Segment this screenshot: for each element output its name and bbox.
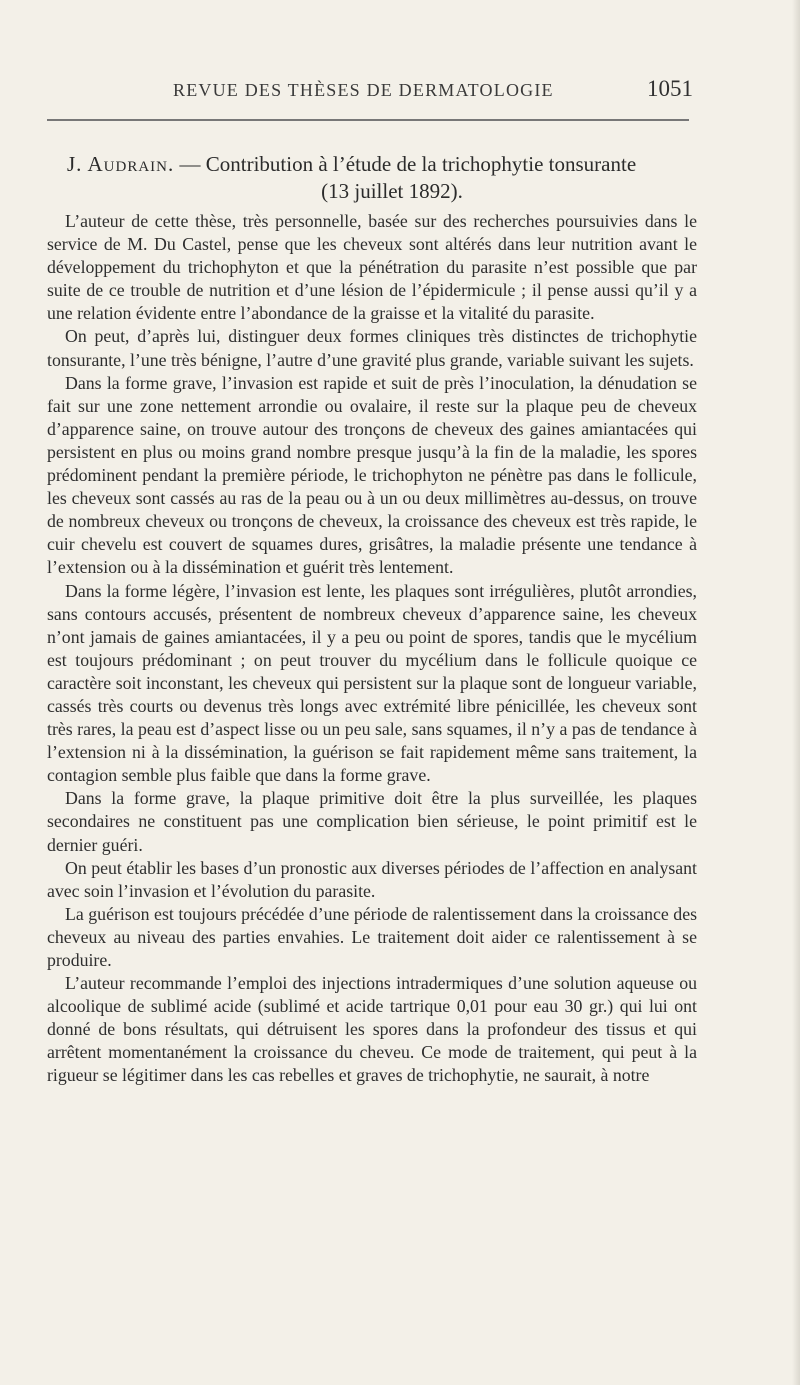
paragraph: On peut établir les bases d’un pronostic aux diverses périodes de l’affection en analysant avec soin l’invasion et l’évolution du parasite. — [47, 857, 697, 901]
page-edge-shadow — [792, 0, 800, 1385]
header-rule — [47, 119, 689, 121]
paragraph: L’auteur de cette thèse, très personnelle, basée sur des recherches poursuivies dans le service de M. Du Castel, pense que les cheveux sont altérés dans leur nutrition avant le développement du trichophyton et que la pénétration du parasite n’est possible que par suite de ce trouble de nutrition et d’une lésion de l’épidermicule ; il pense aussi qu’il y a une relation évidente entre l’abondance de la graisse et la vitalité du parasite. — [47, 211, 697, 324]
paragraph: Dans la forme légère, l’invasion est lente, les plaques sont irrégulières, plutôt arrondies, sans contours accusés, présentent de nombreux cheveux d’apparence saine, les cheveux n’ont jamais de gaines amiantacées, il y a peu ou point de spores, tandis que le mycélium est toujours prédominant ; on peut trouver du mycélium dans le follicule quoique ce caractère soit inconstant, les cheveux qui persistent sur la plaque sont de longueur variable, cassés très courts ou devenus très longs avec extrémité libre pénicillée, les cheveux sont très rares, la peau est d’aspect lisse ou un peu sale, sans squames, il n’y a pas de tendance à l’extension ni à la dissémination, la guérison se fait rapidement même sans traitement, la contagion semble plus faible que dans la forme grave. — [47, 580, 697, 786]
paragraph: L’auteur recommande l’emploi des injections intradermiques d’une solution aqueuse ou alcoolique de sublimé acide (sublimé et acide tartrique 0,01 pour eau 30 gr.) qui lui ont donné de bons résultats, qui détruisent les spores dans la profondeur des tissus et qui arrêtent momentanément la croissance du cheveu. Ce mode de traitement, qui peut à la rigueur se légitimer dans les cas rebelles et graves de trichophytie, ne saurait, à notre — [47, 973, 697, 1086]
heading-dash: — — [174, 152, 206, 176]
paragraph: Dans la forme grave, l’invasion est rapide et suit de près l’inoculation, la dénudation se fait sur une zone nettement arrondie ou ovalaire, il reste sur la plaque peu de cheveux d’apparence saine, on trouve autour des tronçons de cheveux des gaines amiantacées qui persistent en plus ou moins grand nombre presque jusqu’à la fin de la maladie, les spores prédominent pendant la première période, le trichophyton ne pénètre pas dans le follicule, les cheveux sont cassés au ras de la peau ou à un ou deux millimètres au-dessus, on trouve de nombreux cheveux ou tronçons de cheveux, la croissance des cheveux est très rapide, le cuir chevelu est couvert de squames dures, grisâtres, la maladie présente une tendance à l’extension ou à la dissémination et guérit très lentement. — [47, 372, 697, 578]
entry-date: (13 juillet 1892). — [321, 179, 463, 203]
running-header — [47, 78, 697, 108]
paragraph: La guérison est toujours précédée d’une période de ralentissement dans la croissance des cheveux au niveau des parties envahies. Le traitement doit aider ce ralentissement à se produire. — [47, 903, 697, 970]
author-name: J. Audrain. — [67, 152, 175, 176]
entry-heading-line1 — [47, 151, 697, 178]
paragraph: Dans la forme grave, la plaque primitive doit être la plus surveillée, les plaques secondaires ne constituent pas une complication bien sérieuse, le point primitif est le dernier guéri. — [47, 788, 697, 855]
paragraph: On peut, d’après lui, distinguer deux formes cliniques très distinctes de trichophytie tonsurante, l’une très bénigne, l’autre d’une gravité plus grande, variable suivant les sujets. — [47, 326, 697, 370]
body-text — [47, 210, 697, 1088]
entry-heading — [47, 151, 697, 205]
running-title: REVUE DES THÈSES DE DERMATOLOGIE — [173, 80, 554, 100]
entry-title: Contribution à l’étude de la trichophytie tonsurante — [205, 152, 637, 176]
page-number: 1051 — [647, 76, 693, 101]
